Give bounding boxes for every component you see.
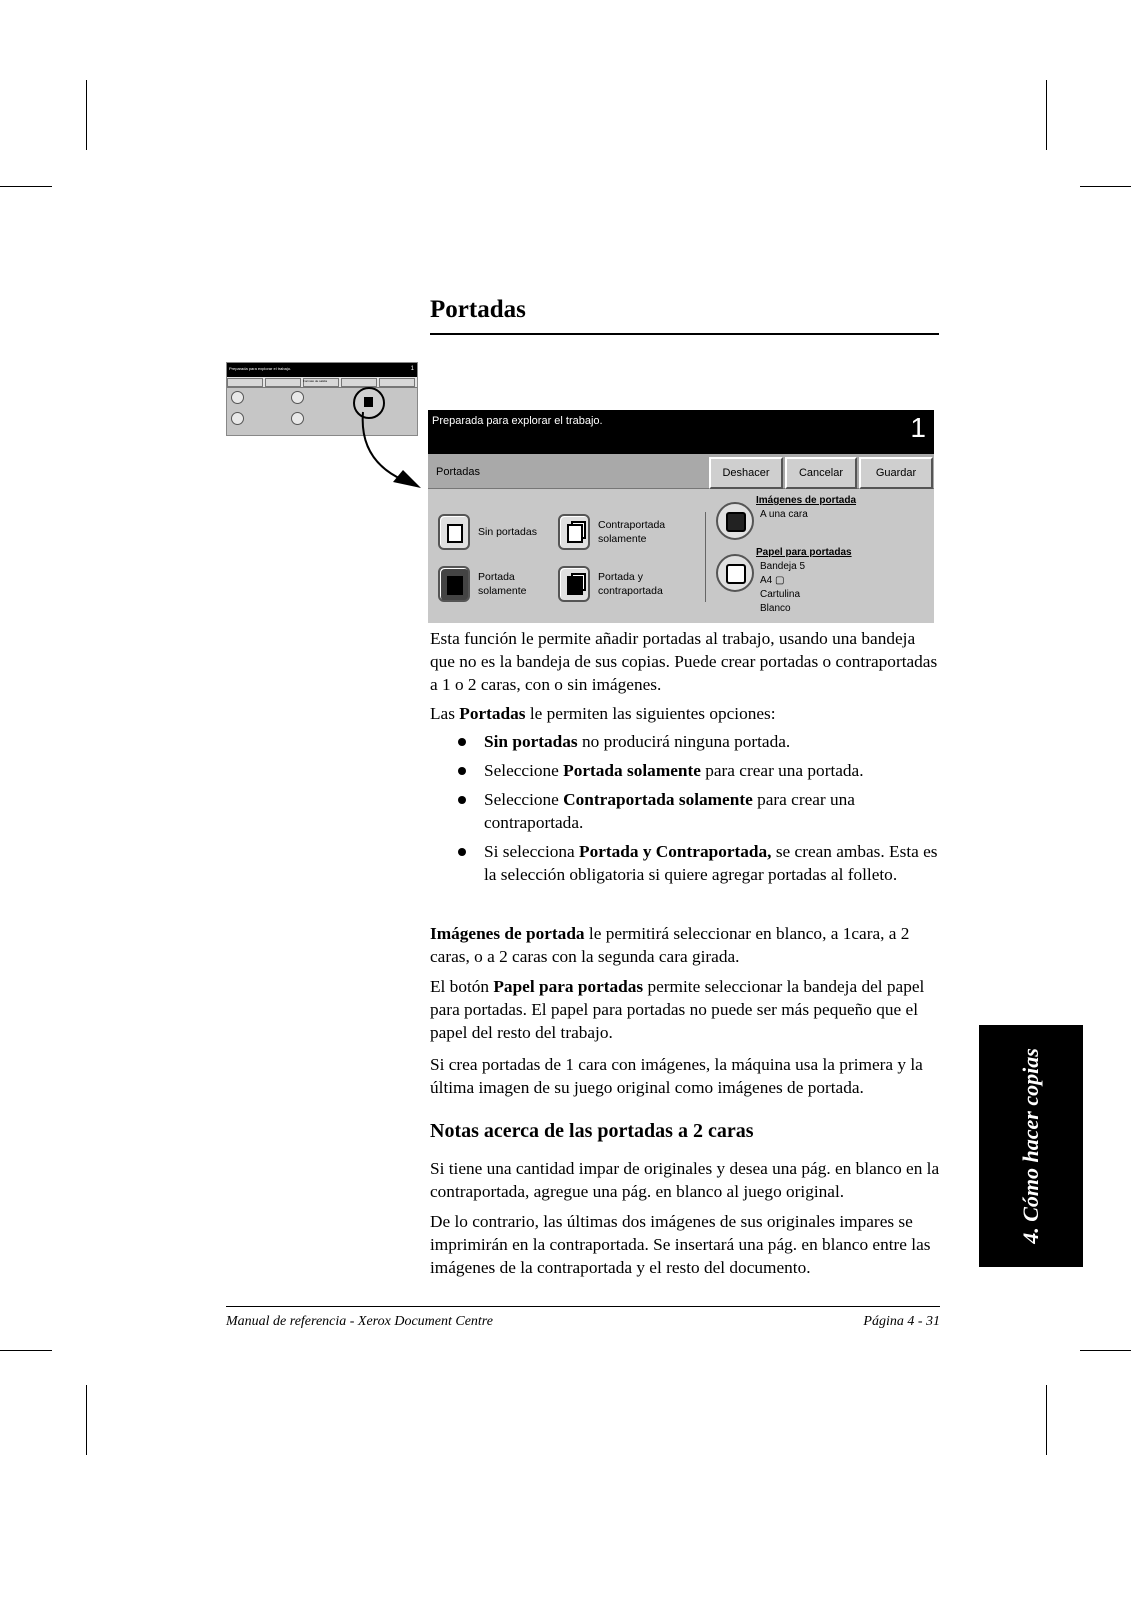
text-run: no producirá ninguna portada. [577, 732, 791, 751]
cover-paper-color: Blanco [760, 603, 791, 614]
callout-arrow-icon [355, 410, 425, 490]
crop-mark [1080, 186, 1131, 187]
cover-images-label: Imágenes de portada [756, 495, 857, 506]
cover-paper-label: Papel para portadas [756, 547, 852, 558]
cover-paper-type: Cartulina [760, 589, 801, 600]
option-front-and-back[interactable] [558, 566, 663, 602]
chapter-tab-label: 4. Cómo hacer copias [1018, 1048, 1043, 1244]
one-sided-paragraph: Si crea portadas de 1 cara con imágenes, la máquina usa la primera y la última imagen de su juego original como imágenes de portada. [430, 1055, 923, 1097]
page-title: Portadas [430, 296, 526, 323]
cancel-button[interactable]: Cancelar [785, 457, 857, 489]
thumbnail-count: 1 [410, 366, 414, 372]
footer-page-number: Página 4 - 31 [863, 1314, 940, 1329]
list-item [456, 759, 946, 782]
bullet-icon [458, 738, 466, 746]
chapter-tab [979, 1025, 1083, 1267]
bullet-icon [458, 767, 466, 775]
text-run: Seleccione [484, 790, 564, 809]
bold-term: Contraportada solamente [563, 790, 753, 809]
front-only-button-icon[interactable] [438, 566, 470, 602]
option-label: Contraportada solamente [598, 519, 666, 545]
text-run: permite seleccionar la bandeja del papel para portadas. El papel para portadas no puede ser más pequeño que el papel del resto del trabajo. [430, 977, 925, 1042]
copy-count: 1 [910, 412, 926, 443]
text-run: le permiten las siguientes opciones: [525, 704, 776, 723]
status-bar [428, 410, 934, 454]
option-label: Portada solamente [478, 571, 527, 597]
crop-mark [0, 186, 52, 187]
text-run: Si selecciona [484, 842, 580, 861]
save-button[interactable]: Guardar [859, 457, 933, 489]
cover-images-value: A una cara [760, 509, 808, 520]
bullet-icon [458, 848, 466, 856]
bold-term: Imágenes de portada [430, 924, 585, 943]
thumbnail-tab [265, 378, 301, 387]
section-subheading: Notas acerca de las portadas a 2 caras [430, 1120, 754, 1142]
thumbnail-tab [341, 378, 377, 387]
thumbnail-status: Preparada para explorar el trabajo. [229, 366, 292, 371]
cover-images-button-icon[interactable] [716, 502, 754, 540]
crop-mark [86, 80, 87, 150]
cover-paper-button-icon[interactable] [716, 554, 754, 592]
covers-screen [428, 410, 934, 623]
crop-mark [86, 1385, 87, 1455]
footer-rule [226, 1306, 940, 1307]
feature-header [428, 454, 934, 489]
bullet-icon [458, 796, 466, 804]
option-no-covers[interactable] [438, 514, 537, 550]
option-label: Portada y contraportada [598, 571, 663, 597]
notes-paragraph-2: De lo contrario, las últimas dos imágenes de sus originales impares se imprimirán en la contraportada. Se insertará una pág. en blanco entre las imágenes de la contraportada y el resto del documento. [430, 1212, 931, 1277]
crop-mark [1046, 80, 1047, 150]
status-message: Preparada para explorar el trabajo. [432, 415, 603, 427]
intro-paragraph: Esta función le permite añadir portadas al trabajo, usando una bandeja que no es la bandeja de sus copias. Puede crear portadas o contraportadas a 1 o 2 caras, con o sin imágenes. [430, 629, 938, 694]
page-icon [447, 576, 463, 595]
list-item [456, 730, 946, 753]
bold-term: Sin portadas [484, 732, 578, 751]
cover-paper-tray: Bandeja 5 [760, 561, 806, 572]
page-icon [447, 524, 463, 543]
cover-images-group [756, 494, 856, 522]
notes-paragraph-1: Si tiene una cantidad impar de originales y desea una pág. en blanco en la contraportada, agregue una pág. en blanco al juego original. [430, 1159, 940, 1201]
options-intro [430, 702, 940, 725]
no-covers-button-icon[interactable] [438, 514, 470, 550]
crop-mark [1080, 1350, 1131, 1351]
crop-mark [0, 1350, 52, 1351]
text-run: El botón [430, 977, 494, 996]
thumbnail-feature-icon [291, 412, 304, 425]
bold-term: Portada solamente [563, 761, 701, 780]
thumbnail-feature-icon [291, 391, 304, 404]
list-item [456, 840, 946, 886]
images-paragraph [430, 922, 940, 968]
cover-paper-size: A4 ▢ [760, 575, 785, 586]
option-front-only[interactable] [438, 566, 526, 602]
text-run: para crear una contraportada. [484, 790, 855, 832]
text-run: para crear una portada. [700, 761, 864, 780]
thumbnail-status-bar [227, 363, 417, 377]
paper-paragraph [430, 975, 940, 1044]
undo-button[interactable]: Deshacer [709, 457, 783, 489]
option-label: Sin portadas [478, 526, 537, 538]
bold-term: Portada y Contraportada, [579, 842, 772, 861]
bold-term: Papel para portadas [493, 977, 644, 996]
text-run: Seleccione [484, 761, 564, 780]
back-only-button-icon[interactable] [558, 514, 590, 550]
thumbnail-feature-icon [231, 412, 244, 425]
front-and-back-button-icon[interactable] [558, 566, 590, 602]
title-rule [430, 333, 939, 335]
text-run: se crean ambas. Esta es la selección obligatoria si quiere agregar portadas al folleto. [484, 842, 938, 884]
page-icon [567, 576, 583, 595]
thumbnail-tab [379, 378, 415, 387]
footer-left: Manual de referencia - Xerox Document Centre [226, 1314, 493, 1329]
cover-paper-group [756, 546, 852, 616]
paper-tray-icon [726, 564, 746, 584]
feature-title: Portadas [436, 466, 481, 478]
options-list [456, 730, 946, 892]
image-icon [726, 512, 746, 532]
crop-mark [1046, 1385, 1047, 1455]
option-back-only[interactable] [558, 514, 665, 550]
page-icon [567, 524, 583, 543]
text-run: le permitirá seleccionar en blanco, a 1cara, a 2 caras, o a 2 caras con la segunda cara girada. [430, 924, 910, 966]
list-item [456, 788, 946, 834]
text-run: Las [430, 704, 460, 723]
options-divider [705, 512, 706, 602]
thumbnail-tab-label: Formato de salida [303, 379, 328, 383]
thumbnail-feature-icon [231, 391, 244, 404]
thumbnail-tab [227, 378, 263, 387]
bold-term: Portadas [459, 704, 526, 723]
